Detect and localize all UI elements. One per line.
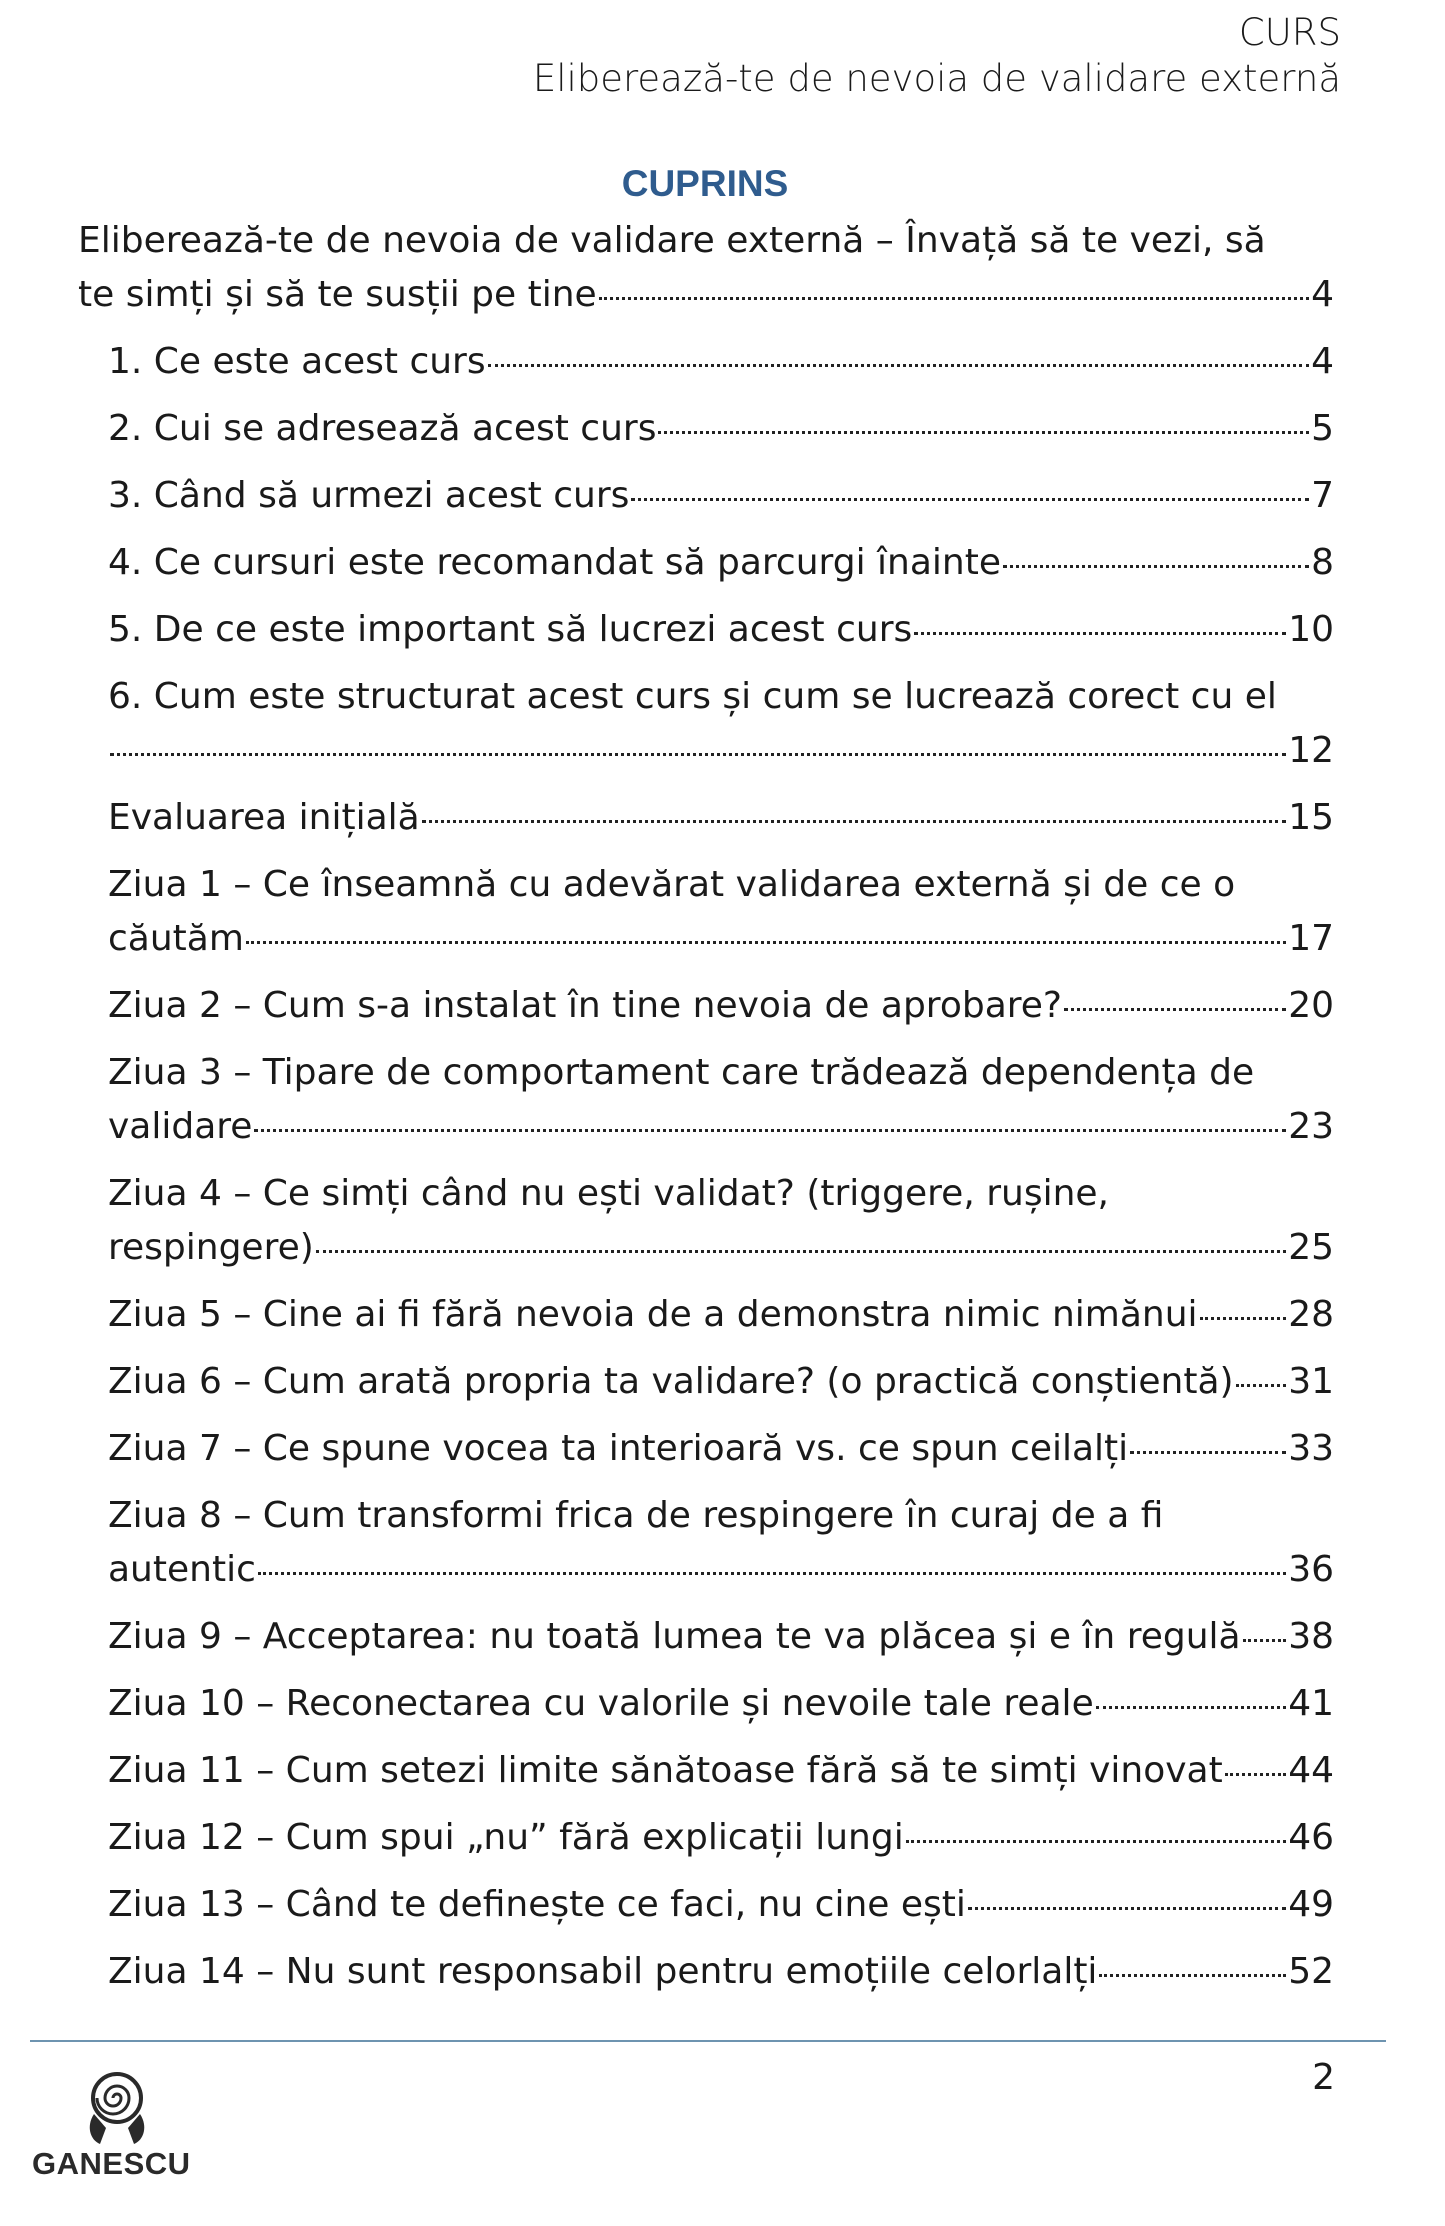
toc-page-number: 28 bbox=[1288, 1294, 1334, 1335]
toc-page-number: 44 bbox=[1288, 1750, 1334, 1791]
dot-leader bbox=[1096, 1706, 1286, 1709]
dot-leader bbox=[254, 1129, 1286, 1132]
header-course-title: Eliberează-te de nevoia de validare externă bbox=[532, 57, 1341, 100]
table-of-contents bbox=[78, 214, 1334, 2012]
dot-leader bbox=[258, 1572, 1286, 1575]
toc-entry-text: Ziua 4 – Ce simți când nu ești validat? (triggere, rușine, bbox=[108, 1173, 1109, 1214]
toc-entry-text: 2. Cui se adresează acest curs bbox=[108, 408, 657, 449]
toc-page-number: 41 bbox=[1288, 1683, 1334, 1724]
toc-entry-text: Ziua 3 – Tipare de comportament care trădează dependența de bbox=[108, 1052, 1255, 1093]
toc-page-number: 17 bbox=[1288, 918, 1334, 959]
toc-page-number: 49 bbox=[1288, 1884, 1334, 1925]
toc-entry[interactable] bbox=[78, 979, 1334, 1033]
toc-page-number: 46 bbox=[1288, 1817, 1334, 1858]
toc-entry-text: Ziua 7 – Ce spune vocea ta interioară vs. ce spun ceilalți bbox=[108, 1428, 1129, 1469]
dot-leader bbox=[488, 364, 1309, 367]
toc-entry[interactable] bbox=[78, 603, 1334, 657]
toc-page-number: 4 bbox=[1311, 341, 1334, 382]
toc-entry-text: Ziua 11 – Cum setezi limite sănătoase fără să te simți vinovat bbox=[108, 1750, 1223, 1791]
toc-page-number: 15 bbox=[1288, 797, 1334, 838]
toc-entry-text: Ziua 12 – Cum spui „nu” fără explicații lungi bbox=[108, 1817, 904, 1858]
toc-entry-text: 6. Cum este structurat acest curs și cum se lucrează corect cu el bbox=[108, 676, 1277, 717]
running-header bbox=[533, 10, 1341, 102]
toc-entry-text: autentic bbox=[108, 1549, 256, 1590]
toc-entry-text: Ziua 10 – Reconectarea cu valorile și nevoile tale reale bbox=[108, 1683, 1094, 1724]
toc-title: CUPRINS bbox=[621, 163, 789, 204]
dot-leader bbox=[914, 632, 1286, 635]
dot-leader bbox=[1099, 1974, 1286, 1977]
toc-entry-text: te simți și să te susții pe tine bbox=[78, 274, 597, 315]
dot-leader bbox=[906, 1840, 1286, 1843]
toc-entry-text: Ziua 13 – Când te definește ce faci, nu cine ești bbox=[108, 1884, 966, 1925]
toc-entry[interactable] bbox=[78, 670, 1334, 778]
toc-entry[interactable] bbox=[78, 1046, 1334, 1154]
toc-page-number: 25 bbox=[1288, 1227, 1334, 1268]
toc-entry-text: validare bbox=[108, 1106, 253, 1147]
toc-page-number: 33 bbox=[1288, 1428, 1334, 1469]
toc-page-number: 23 bbox=[1288, 1106, 1334, 1147]
toc-page-number: 7 bbox=[1311, 475, 1334, 516]
dot-leader bbox=[110, 753, 1286, 756]
toc-entry-text: 3. Când să urmezi acest curs bbox=[108, 475, 630, 516]
toc-entry-text: Eliberează-te de nevoia de validare externă – Învață să te vezi, să bbox=[78, 220, 1266, 261]
toc-entry[interactable] bbox=[78, 1677, 1334, 1731]
toc-entry[interactable] bbox=[78, 1422, 1334, 1476]
toc-entry-text: 4. Ce cursuri este recomandat să parcurgi înainte bbox=[108, 542, 1001, 583]
toc-entry[interactable] bbox=[78, 791, 1334, 845]
toc-page-number: 52 bbox=[1288, 1951, 1334, 1992]
dot-leader bbox=[1225, 1773, 1286, 1776]
toc-entry-text: 1. Ce este acest curs bbox=[108, 341, 486, 382]
toc-entry-text: respingere) bbox=[108, 1227, 314, 1268]
toc-entry-text: Ziua 6 – Cum arată propria ta validare? (o practică conștientă) bbox=[108, 1361, 1234, 1402]
toc-entry[interactable] bbox=[78, 858, 1334, 966]
dot-leader bbox=[1003, 565, 1309, 568]
toc-entry[interactable] bbox=[78, 1945, 1334, 1999]
toc-page-number: 38 bbox=[1288, 1616, 1334, 1657]
page-number: 2 bbox=[1312, 2057, 1335, 2098]
toc-entry[interactable] bbox=[78, 1610, 1334, 1664]
toc-entry-text: Evaluarea inițială bbox=[108, 797, 420, 838]
toc-entry-text: Ziua 2 – Cum s-a instalat în tine nevoia de aprobare? bbox=[108, 985, 1063, 1026]
toc-page-number: 5 bbox=[1311, 408, 1334, 449]
toc-entry-text: Ziua 1 – Ce înseamnă cu adevărat validarea externă și de ce o bbox=[108, 864, 1236, 905]
toc-entry-text: căutăm bbox=[108, 918, 244, 959]
toc-entry-text: Ziua 9 – Acceptarea: nu toată lumea te va plăcea și e în regulă bbox=[108, 1616, 1241, 1657]
toc-entry-text: 5. De ce este important să lucrezi acest curs bbox=[108, 609, 913, 650]
dot-leader bbox=[631, 498, 1309, 501]
toc-page-number: 36 bbox=[1288, 1549, 1334, 1590]
dot-leader bbox=[1200, 1317, 1287, 1320]
toc-entry-text: Ziua 5 – Cine ai fi fără nevoia de a demonstra nimic nimănui bbox=[108, 1294, 1198, 1335]
header-course-label: CURS bbox=[1238, 11, 1341, 54]
dot-leader bbox=[968, 1907, 1286, 1910]
dot-leader bbox=[1243, 1639, 1287, 1642]
toc-entry[interactable] bbox=[78, 1355, 1334, 1409]
logo-wordmark: GANESCU bbox=[32, 2146, 191, 2181]
toc-entry-text: Ziua 8 – Cum transformi frica de respingere în curaj de a fi bbox=[108, 1495, 1164, 1536]
dot-leader bbox=[246, 941, 1286, 944]
dot-leader bbox=[422, 820, 1286, 823]
toc-page-number: 10 bbox=[1288, 609, 1334, 650]
toc-page-number: 20 bbox=[1288, 985, 1334, 1026]
toc-page-number: 31 bbox=[1288, 1361, 1334, 1402]
head-spiral-icon bbox=[82, 2070, 152, 2146]
toc-page-number: 8 bbox=[1311, 542, 1334, 583]
dot-leader bbox=[658, 431, 1309, 434]
toc-entry[interactable] bbox=[78, 214, 1334, 322]
toc-entry[interactable] bbox=[78, 1288, 1334, 1342]
dot-leader bbox=[316, 1250, 1286, 1253]
toc-entry-text: Ziua 14 – Nu sunt responsabil pentru emoțiile celorlalți bbox=[108, 1951, 1098, 1992]
toc-entry[interactable] bbox=[78, 1811, 1334, 1865]
toc-entry[interactable] bbox=[78, 1489, 1334, 1597]
toc-entry[interactable] bbox=[78, 536, 1334, 590]
toc-entry[interactable] bbox=[78, 1878, 1334, 1932]
dot-leader bbox=[1064, 1008, 1286, 1011]
toc-entry[interactable] bbox=[78, 1744, 1334, 1798]
toc-entry[interactable] bbox=[78, 1167, 1334, 1275]
dot-leader bbox=[599, 297, 1309, 300]
ganescu-logo bbox=[28, 2070, 198, 2190]
toc-page-number: 12 bbox=[1288, 730, 1334, 771]
dot-leader bbox=[1130, 1451, 1286, 1454]
toc-entry[interactable] bbox=[78, 335, 1334, 389]
toc-entry[interactable] bbox=[78, 469, 1334, 523]
toc-page-number: 4 bbox=[1311, 274, 1334, 315]
dot-leader bbox=[1236, 1384, 1287, 1387]
toc-entry[interactable] bbox=[78, 402, 1334, 456]
footer-divider bbox=[30, 2040, 1386, 2042]
